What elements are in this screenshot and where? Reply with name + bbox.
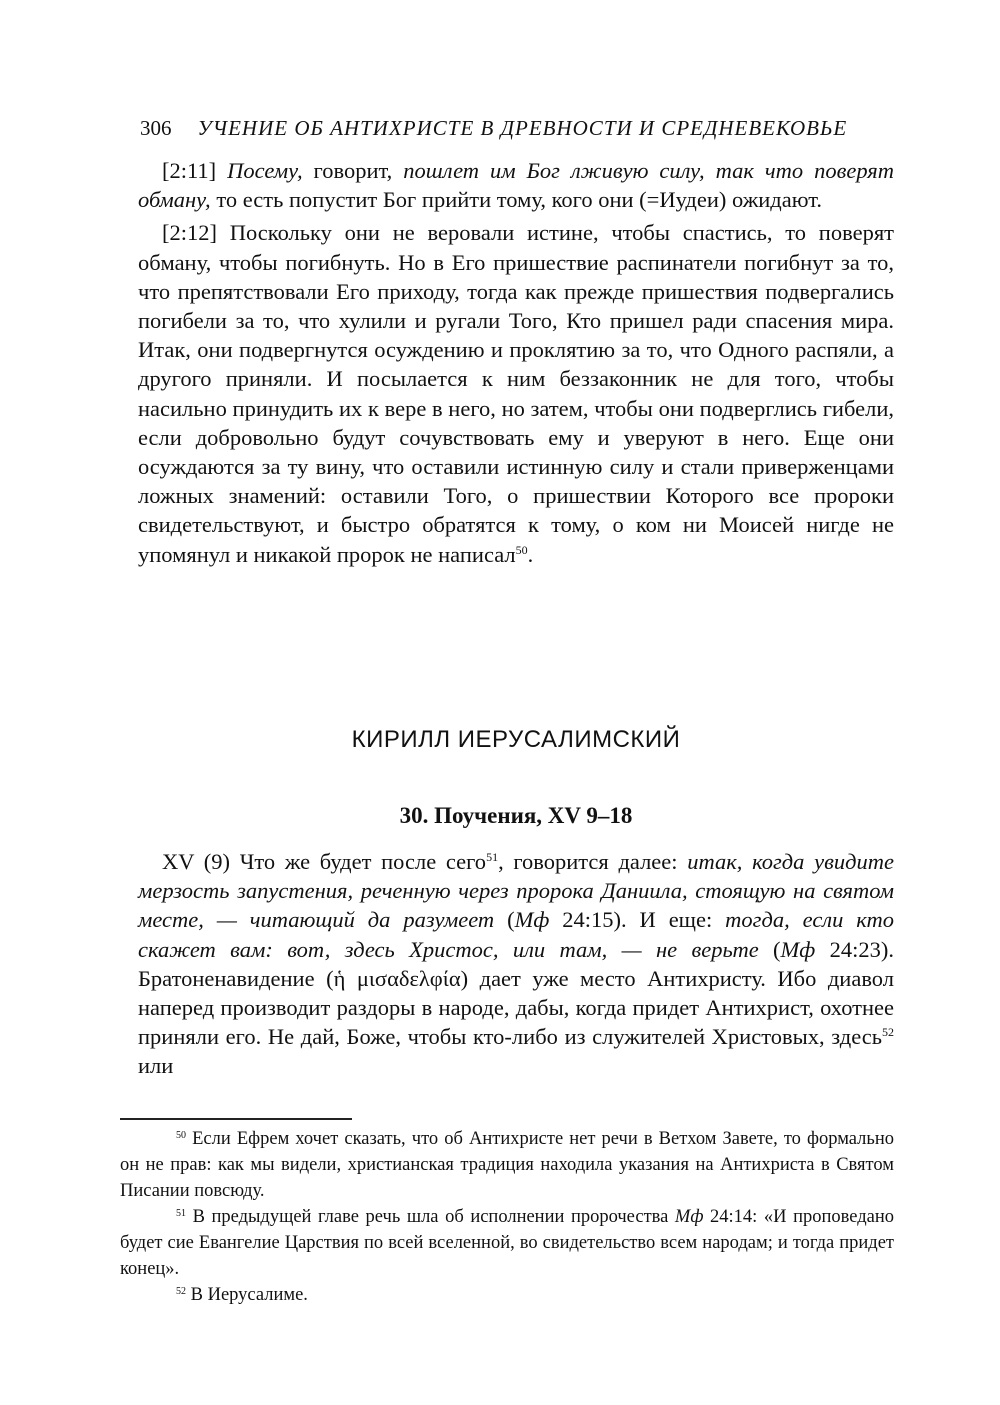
footnote-ref-50[interactable]: 50 bbox=[515, 542, 528, 557]
footnote-ref-52[interactable]: 52 bbox=[882, 1025, 894, 1040]
footnote-ref-51[interactable]: 51 bbox=[486, 850, 499, 864]
catechesis-text bbox=[138, 847, 894, 1081]
running-title: УЧЕНИЕ ОБ АНТИХРИСТЕ В ДРЕВНОСТИ И СРЕДНЕВЕКОВЬЕ bbox=[197, 116, 848, 140]
page-number: 306 bbox=[140, 116, 172, 140]
subsection-title: 30. Поучения, XV 9–18 bbox=[399, 803, 633, 828]
paragraph-2-11: [2:11] Посему, говорит, пошлет им Бог лживую силу, так что поверят обману, то есть попустит Бог прийти тому, кого они (=Иудеи) ожидают. bbox=[138, 158, 895, 213]
commentary-text bbox=[138, 156, 894, 569]
paragraph-xv-9: XV (9) Что же будет после сего$^{51}$, говорится далее: итак, когда увидите мерзость запустения, реченную через пророка Даниила, стоящую на святом месте, — читающий да разумеет (Мф 24:15). И еще: тогда, если кто скажет вам: вот, здесь Христос, или там, — не верьте (Мф 24:23). Братоненавидение (ἡ μισαδελφία) дает уже место Антихристу. Ибо диавол наперед производит раздоры в народе, дабы, когда придет Антихрист, охотнее приняли его. Не дай, Боже, чтобы кто-либо из служителей Христовых, здесь$^{52}$ или bbox=[138, 849, 895, 1079]
running-header bbox=[140, 116, 900, 141]
footnote-52: $^{52}$ В Иерусалиме. bbox=[176, 1285, 308, 1305]
footnote-50: $^{50}$ Если Ефрем хочет сказать, что об Антихристе нет речи в Ветхом Завете, то формально он не прав: как мы видели, христианская традиция находила указания на Антихриста в Святом Писании повсюду. bbox=[120, 1129, 894, 1201]
footnote-divider bbox=[120, 1118, 352, 1120]
paragraph-2-12: [2:12] Поскольку они не веровали истине, чтобы спастись, то поверят обману, чтобы погибнуть. Но в Его пришествие распинатели погибнут за то, что препятствовали Его приходу, тогда как прежде пришествия подвергались погибели за то, что хулили и ругали Того, Кто пришел ради спасения мира. Итак, они подвергнутся осуждению и проклятию за то, что Одного распяли, а другого приняли. И посылается к ним беззаконник не для того, чтобы насильно принудить их к вере в него, но затем, чтобы они подверглись гибели, если добровольно будут сочувствовать ему и уверуют в него. Еще они осуждаются за ту вину, что оставили истинную силу и стали приверженцами ложных знамений: оставили Того, о пришествии Которого все пророки свидетельствуют, и быстро обратятся к тому, о ком ни Моисей нигде не упомянул и никакой пророк не написал$^{50}$. bbox=[138, 220, 894, 567]
section-title: КИРИЛЛ ИЕРУСАЛИМСКИЙ bbox=[351, 726, 681, 753]
footnotes bbox=[120, 1126, 894, 1308]
footnote-51: $^{51}$ В предыдущей главе речь шла об исполнении пророчества Мф 24:14: «И проповедано будет сие Евангелие Царствия по всей вселенной, во свидетельство всем народам; и тогда придет конец». bbox=[120, 1207, 894, 1279]
